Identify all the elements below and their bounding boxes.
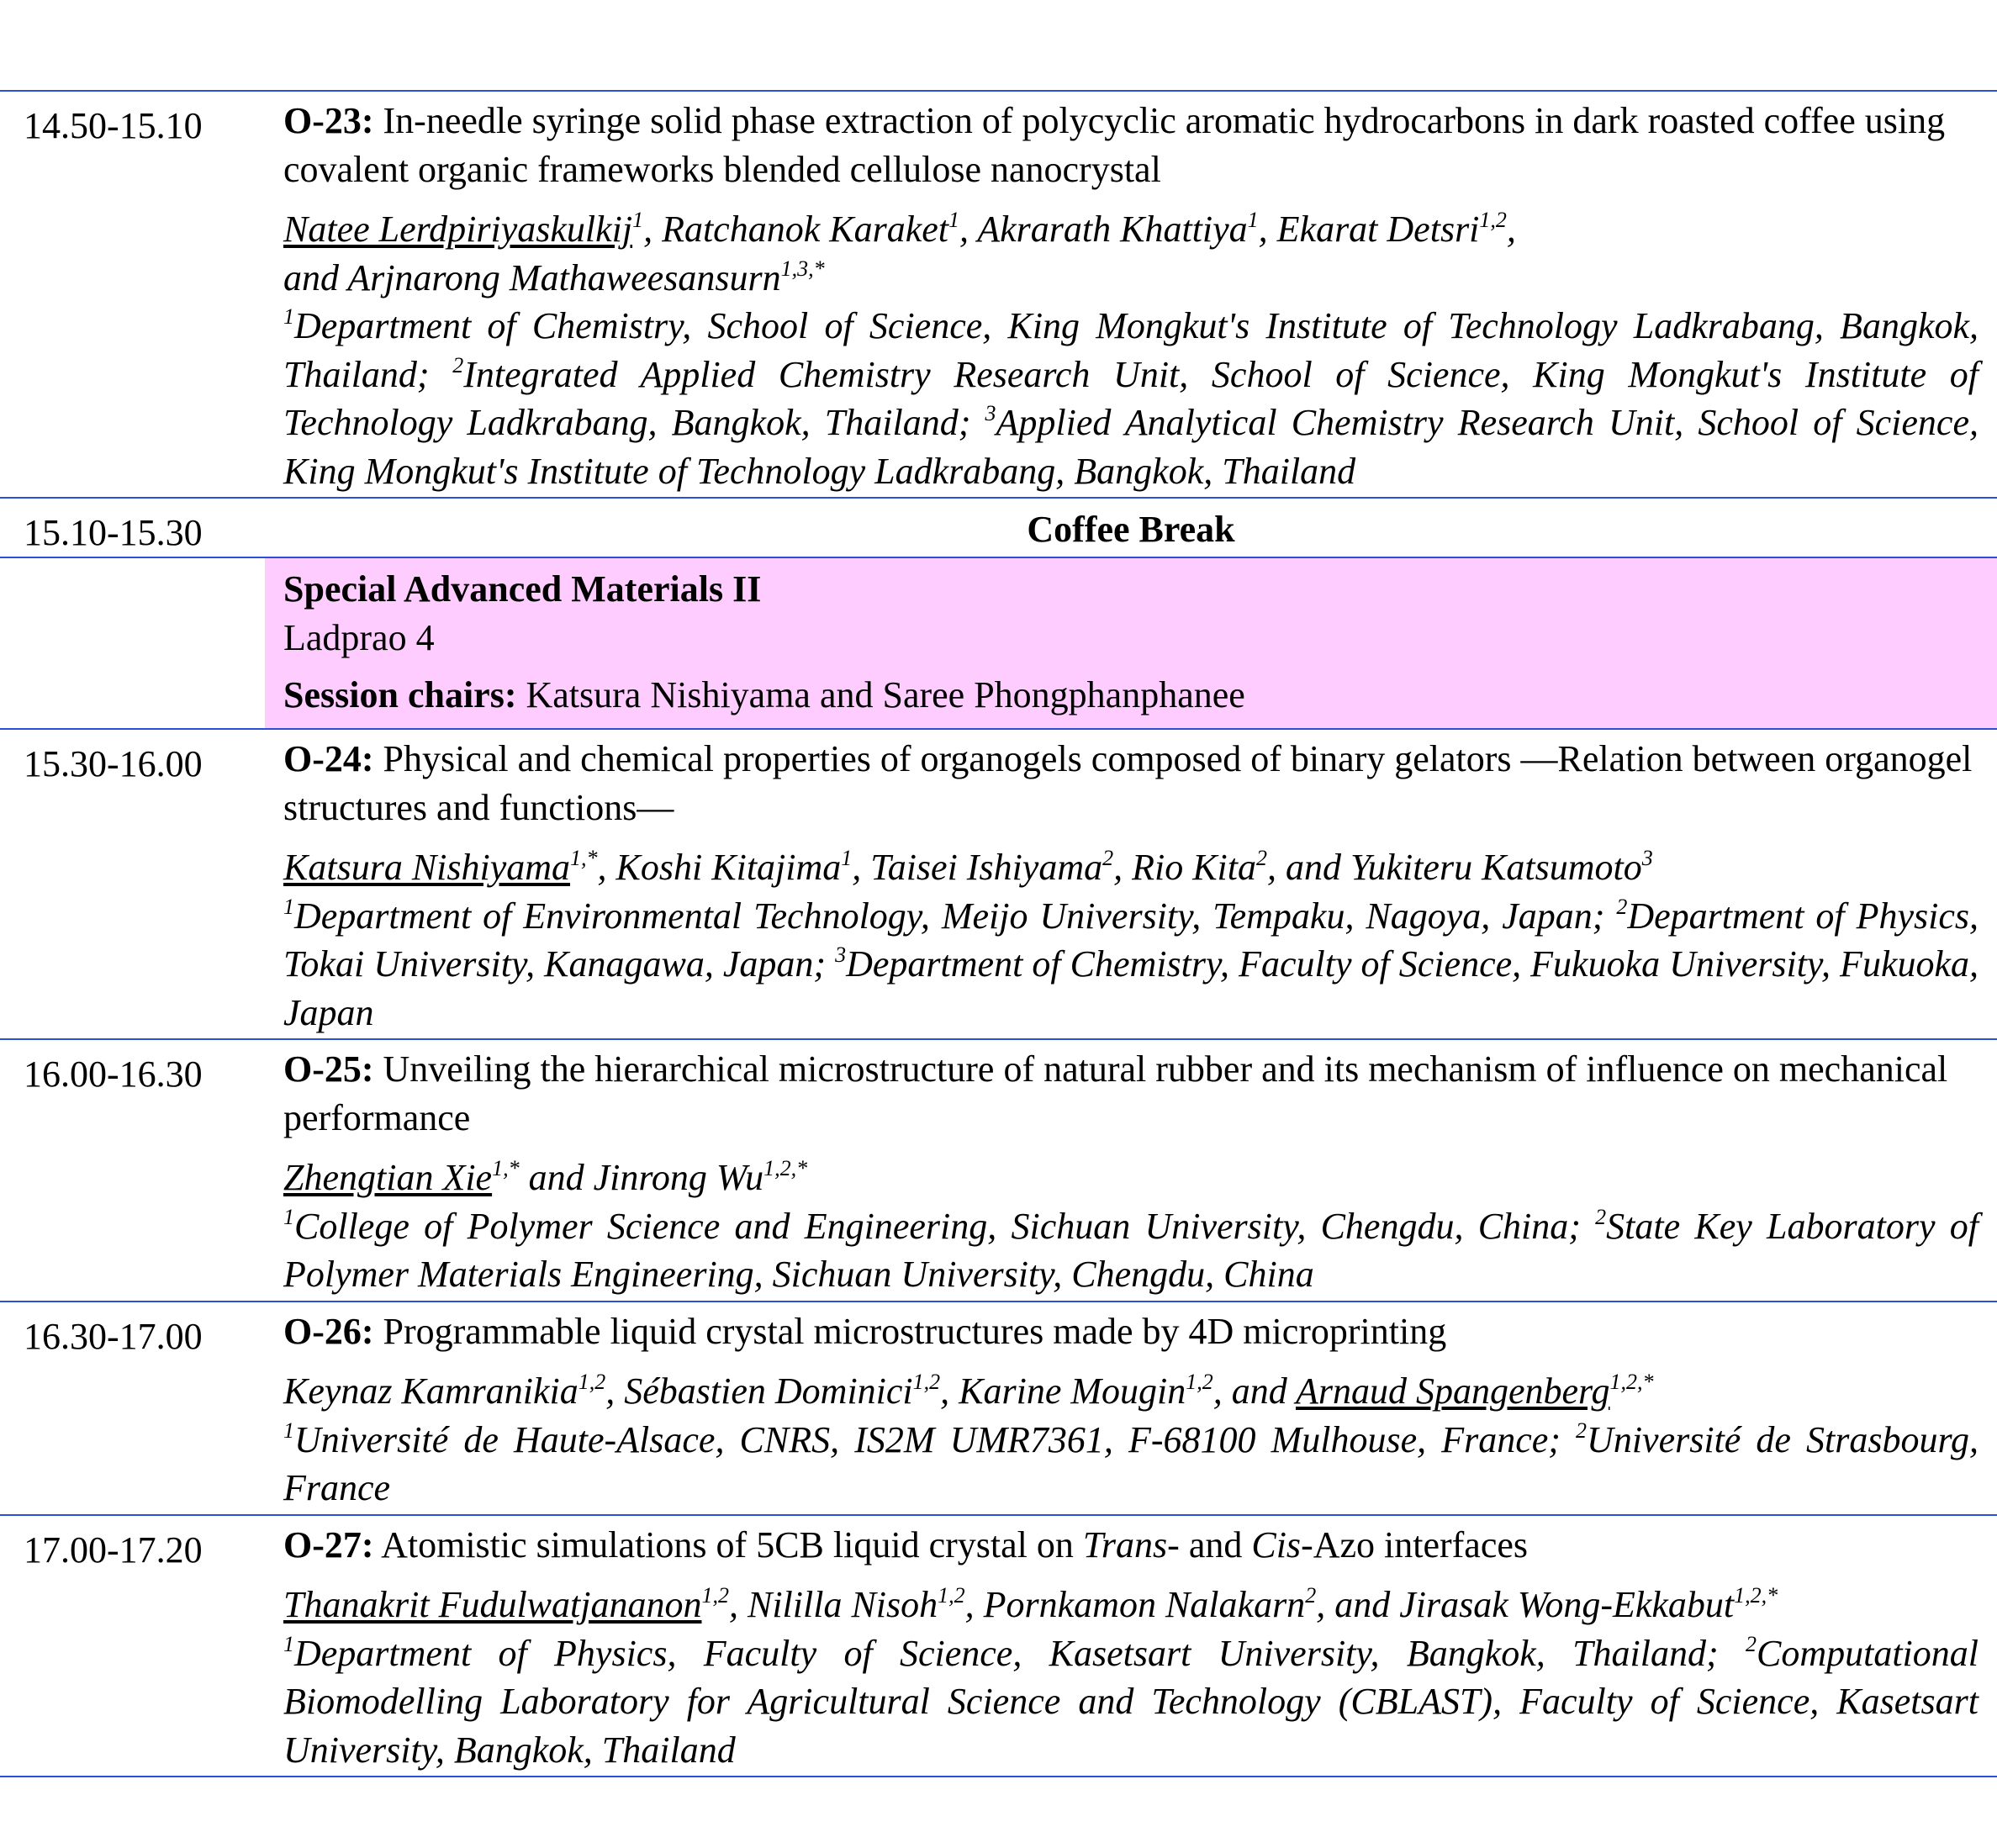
affiliations — [283, 302, 1979, 495]
author-list — [283, 1581, 1979, 1629]
title-text: Programmable liquid crystal microstructures made by 4D microprinting — [383, 1310, 1447, 1352]
title-text: Trans — [1082, 1523, 1168, 1566]
affiliation-mark: 1 — [283, 894, 294, 919]
program-schedule — [0, 90, 1997, 1777]
presenting-author: Arnaud Spangenberg — [1295, 1370, 1610, 1412]
author-affiliation-mark: 1,2,* — [1734, 1583, 1778, 1608]
authors-block — [283, 1367, 1979, 1514]
author-name: Koshi Kitajima — [615, 847, 842, 888]
author-name: Ratchanok Karaket — [662, 209, 948, 250]
author-separator: , — [597, 847, 616, 888]
affiliation-text: Department of Physics, Tokai University, Kanagawa, Japan; — [283, 895, 1979, 985]
talk-row — [0, 1038, 1997, 1301]
talk-row — [0, 1514, 1997, 1778]
talk-content — [283, 97, 1979, 497]
talk-title — [283, 1045, 1979, 1142]
time-slot: 14.50-15.10 — [24, 105, 203, 146]
author-affiliation-mark: 1 — [632, 208, 644, 232]
author-separator: , — [1212, 1370, 1232, 1412]
affiliation-mark: 3 — [985, 401, 996, 425]
affiliation-mark: 1 — [283, 1631, 294, 1656]
author-list — [283, 1154, 1979, 1202]
author-separator: , — [605, 1370, 625, 1412]
author-name: Ekarat Detsri — [1276, 209, 1480, 250]
title-text: - and — [1167, 1523, 1252, 1566]
affiliation-text: Université de Strasbourg, France — [283, 1418, 1979, 1508]
talk-code: O-26: — [283, 1310, 374, 1352]
time-slot: 15.30-16.00 — [24, 743, 203, 784]
session-room: Ladprao 4 — [283, 617, 435, 658]
title-text: -Azo interfaces — [1301, 1523, 1529, 1566]
affiliation-text: Applied Analytical Chemistry Research Unit, School of Science, King Mongkut's Institute of Technology Ladkrabang, Bangkok, Thailand — [283, 402, 1979, 492]
author-name: and Arjnarong Mathaweesansurn — [283, 256, 781, 298]
talk-title — [283, 735, 1979, 832]
presenting-author: Zhengtian Xie — [283, 1157, 493, 1198]
authors-block — [283, 1581, 1979, 1776]
affiliation-text: Integrated Applied Chemistry Research Unit, School of Science, King Mongkut's Institute of Technology Ladkrabang, Bangkok, Thailand; — [283, 353, 1979, 443]
talk-content — [283, 1045, 1979, 1301]
affiliation-mark: 3 — [835, 942, 847, 967]
talk-row — [0, 728, 1997, 1038]
affiliation-mark: 1 — [283, 304, 294, 329]
presenting-author: Katsura Nishiyama — [283, 847, 571, 888]
authors-block — [283, 843, 1979, 1038]
affiliation-text: Department of Environmental Technology, Meijo University, Tempaku, Nagoya, Japan; — [294, 895, 1617, 937]
author-affiliation-mark: 1,2,* — [1609, 1370, 1654, 1394]
author-name: Akrarath Khattiya — [977, 209, 1248, 250]
author-separator: , — [1258, 209, 1277, 250]
author-list — [283, 1367, 1979, 1416]
author-affiliation-mark: 1,3,* — [780, 256, 825, 281]
affiliation-text: College of Polymer Science and Engineering, Sichuan University, Chengdu, China; — [294, 1205, 1596, 1247]
affiliation-mark: 2 — [1595, 1204, 1607, 1229]
affiliations — [283, 892, 1979, 1038]
author-list — [283, 205, 1979, 302]
affiliation-text: Computational Biomodelling Laboratory for Agricultural Science and Technology (CBLAST), Faculty of Science, Kasetsart University, Bangkok, Thailand — [283, 1632, 1979, 1771]
author-separator: , — [959, 209, 978, 250]
talk-code: O-24: — [283, 738, 374, 779]
talk-code: O-27: — [283, 1523, 374, 1566]
affiliation-mark: 1 — [283, 1418, 294, 1443]
author-separator: , — [1267, 847, 1286, 888]
session-header — [265, 558, 1997, 728]
title-text: In-needle syringe solid phase extraction of polycyclic aromatic hydrocarbons in dark roasted coffee using covalent organic frameworks blended cellulose nanocrystal — [283, 100, 1946, 190]
author-affiliation-mark: 1,* — [492, 1156, 520, 1180]
talk-row — [0, 90, 1997, 497]
talk-content — [283, 1307, 1979, 1514]
affiliation-text: Department of Physics, Faculty of Science, Kasetsart University, Bangkok, Thailand; — [294, 1632, 1746, 1674]
affiliation-mark: 2 — [1616, 894, 1628, 919]
author-separator: , — [1113, 847, 1133, 888]
talk-code: O-23: — [283, 100, 374, 141]
talk-title — [283, 1307, 1979, 1356]
author-affiliation-mark: 1,2,* — [763, 1156, 808, 1180]
presenting-author: Thanakrit Fudulwatjananon — [283, 1584, 702, 1625]
talk-content — [283, 1521, 1979, 1777]
author-name: and — [1231, 1370, 1296, 1412]
author-affiliation-mark: 2 — [1305, 1583, 1317, 1608]
session-chairs-label: Session chairs: — [283, 674, 517, 715]
title-text: Unveiling the hierarchical microstructure of natural rubber and its mechanism of influence on mechanical performance — [283, 1048, 1948, 1138]
author-affiliation-mark: 2 — [1102, 846, 1114, 870]
time-slot: 15.10-15.30 — [24, 512, 203, 553]
affiliation-mark: 1 — [283, 1204, 294, 1229]
authors-block — [283, 205, 1979, 497]
affiliation-mark: 2 — [1576, 1418, 1588, 1443]
author-affiliation-mark: 2 — [1256, 846, 1268, 870]
author-affiliation-mark: 1,2 — [1479, 208, 1507, 232]
time-slot: 16.30-17.00 — [24, 1315, 203, 1357]
affiliations — [283, 1202, 1979, 1299]
session-chairs-names: Katsura Nishiyama and Saree Phongphanphanee — [526, 674, 1245, 715]
affiliation-text: State Key Laboratory of Polymer Materials Engineering, Sichuan University, Chengdu, China — [283, 1205, 1979, 1295]
title-text: Cis — [1251, 1523, 1302, 1566]
author-name: and Yukiteru Katsumoto — [1286, 847, 1642, 888]
talk-title — [283, 1521, 1979, 1570]
author-affiliation-mark: 3 — [1641, 846, 1653, 870]
author-affiliation-mark: 1,2 — [938, 1583, 965, 1608]
author-separator: , — [728, 1584, 748, 1625]
author-separator: , — [1316, 1584, 1335, 1625]
affiliation-text: Department of Chemistry, School of Science, King Mongkut's Institute of Technology Ladkrabang, Bangkok, Thailand; — [283, 305, 1979, 395]
author-separator: , — [852, 847, 871, 888]
author-name: Rio Kita — [1132, 847, 1257, 888]
author-name: and Jirasak Wong-Ekkabut — [1334, 1584, 1735, 1625]
author-name: Keynaz Kamranikia — [283, 1370, 578, 1412]
author-name: and Jinrong Wu — [528, 1157, 764, 1198]
author-affiliation-mark: 1,2 — [912, 1370, 941, 1394]
talk-row — [0, 1301, 1997, 1514]
author-affiliation-mark: 1,2 — [701, 1583, 729, 1608]
author-name: Nililla Nisoh — [747, 1584, 938, 1625]
author-separator: , — [964, 1584, 984, 1625]
affiliation-mark: 2 — [452, 352, 464, 378]
author-list — [283, 843, 1979, 892]
author-name: Pornkamon Nalakarn — [983, 1584, 1306, 1625]
author-affiliation-mark: 1 — [948, 208, 959, 232]
author-name: Sébastien Dominici — [624, 1370, 913, 1412]
title-text: Atomistic simulations of 5CB liquid crystal on — [381, 1523, 1083, 1566]
break-label: Coffee Break — [1027, 509, 1235, 550]
title-text: Physical and chemical properties of organogels composed of binary gelators —Relation between organogel structures and functions— — [283, 738, 1973, 828]
author-separator — [520, 1157, 529, 1198]
author-affiliation-mark: 1,* — [570, 846, 598, 870]
author-affiliation-mark: 1 — [1247, 208, 1259, 232]
author-separator: , — [1506, 209, 1516, 250]
affiliations — [283, 1416, 1979, 1513]
affiliation-text: Department of Chemistry, Faculty of Science, Fukuoka University, Fukuoka, Japan — [283, 943, 1979, 1033]
talk-content — [283, 735, 1979, 1038]
break-row — [0, 497, 1997, 557]
talk-title — [283, 97, 1979, 193]
time-slot: 16.00-16.30 — [24, 1053, 203, 1095]
author-separator: , — [643, 209, 663, 250]
time-slot: 17.00-17.20 — [24, 1529, 203, 1571]
session-row — [0, 557, 1997, 728]
affiliation-mark: 2 — [1745, 1631, 1757, 1656]
affiliation-text: Université de Haute-Alsace, CNRS, IS2M UMR7361, F-68100 Mulhouse, France; — [294, 1418, 1577, 1460]
authors-block — [283, 1154, 1979, 1301]
author-affiliation-mark: 1,2 — [578, 1370, 606, 1394]
session-chairs — [283, 671, 1997, 720]
affiliations — [283, 1629, 1979, 1775]
session-name: Special Advanced Materials II — [283, 568, 762, 610]
author-name: Taisei Ishiyama — [870, 847, 1103, 888]
author-name: Karine Mougin — [959, 1370, 1186, 1412]
author-affiliation-mark: 1 — [841, 846, 853, 870]
presenting-author: Natee Lerdpiriyaskulkij — [283, 209, 633, 250]
talk-code: O-25: — [283, 1048, 374, 1090]
author-separator: , — [940, 1370, 959, 1412]
author-affiliation-mark: 1,2 — [1186, 1370, 1213, 1394]
